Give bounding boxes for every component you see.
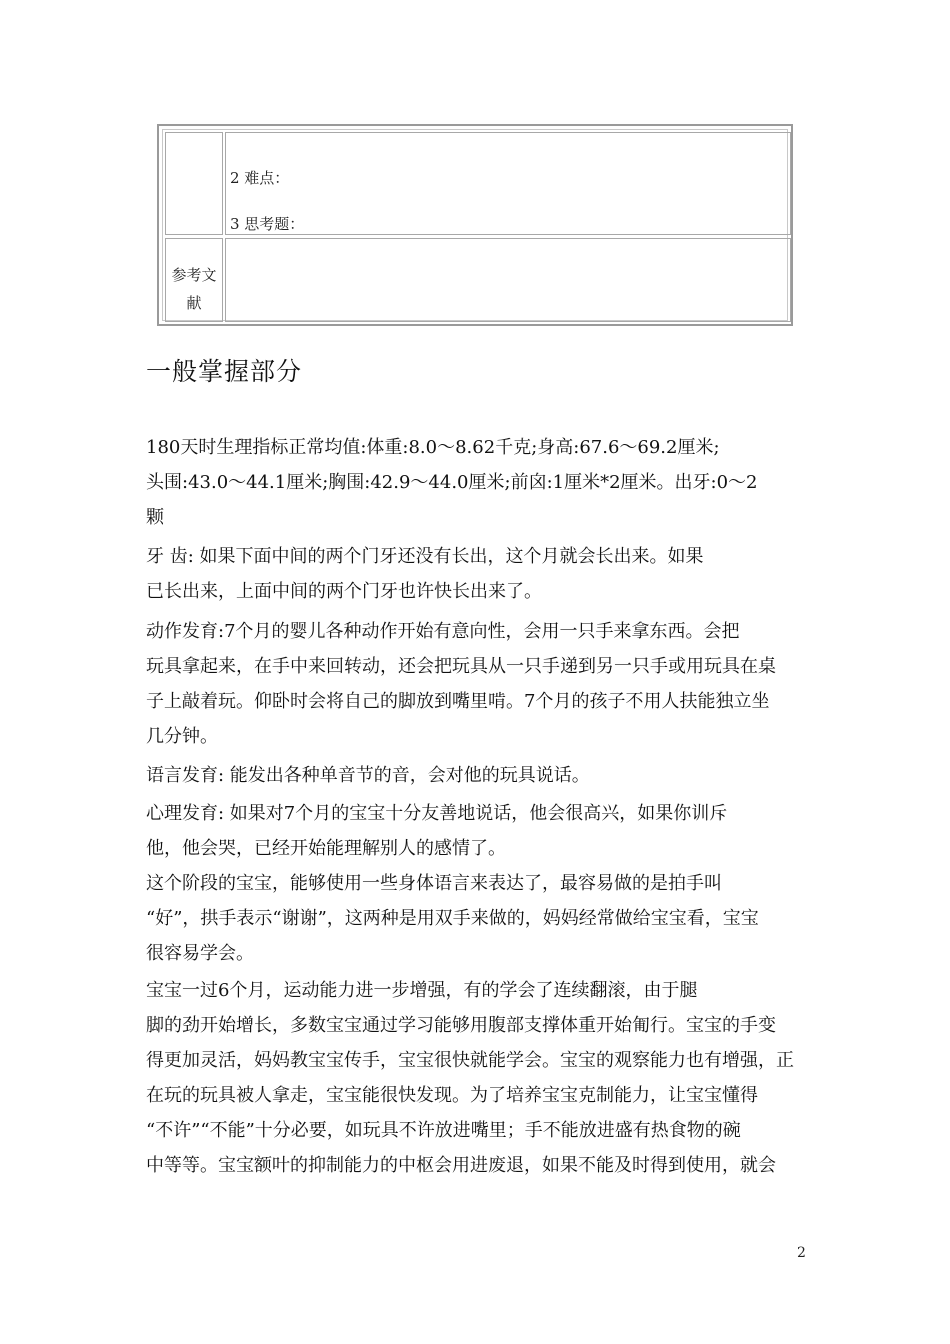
text-line: 180天时生理指标正常均值:体重:8.0～8.62千克;身高:67.6～69.2厘米; — [146, 437, 720, 458]
text-line: 宝宝一过6个月，运动能力进一步增强，有的学会了连续翻滚，由于腿 — [146, 980, 698, 1001]
text-line: “不许”“不能”十分必要，如玩具不许放进嘴里；手不能放进盛有热食物的碗 — [146, 1120, 741, 1141]
paragraph-teeth — [146, 539, 811, 609]
text-line: “好”，拱手表示“谢谢”，这两种是用双手来做的，妈妈经常做给宝宝看，宝宝 — [146, 908, 759, 929]
table-inner-border — [162, 129, 788, 321]
table-cell-difficulties — [225, 132, 791, 235]
paragraph-motor — [146, 614, 811, 754]
text-line: 脚的劲开始增长，多数宝宝通过学习能够用腹部支撑体重开始匍行。宝宝的手变 — [146, 1015, 776, 1036]
text-line: 中等等。宝宝额叶的抑制能力的中枢会用进废退，如果不能及时得到使用，就会 — [146, 1155, 776, 1176]
text-line: 动作发育:7个月的婴儿各种动作开始有意向性，会用一只手来拿东西。会把 — [146, 621, 740, 642]
text-line: 这个阶段的宝宝，能够使用一些身体语言来表达了，最容易做的是拍手叫 — [146, 873, 722, 894]
questions-line: 3 思考题： — [230, 215, 305, 233]
outline-table — [157, 124, 793, 326]
table-cell-references-content — [225, 238, 791, 322]
section-heading: 一般掌握部分 — [146, 357, 303, 386]
text-line: 玩具拿起来，在手中来回转动，还会把玩具从一只手递到另一只手或用玩具在桌 — [146, 656, 776, 677]
references-label-line1: 参考文 — [171, 266, 217, 284]
difficulty-line: 2 难点： — [230, 169, 290, 187]
text-line: 在玩的玩具被人拿走，宝宝能很快发现。为了培养宝宝克制能力，让宝宝懂得 — [146, 1085, 758, 1106]
text-line: 颗 — [146, 507, 164, 528]
paragraph-body-language — [146, 866, 811, 971]
text-line: 心理发育: 如果对7个月的宝宝十分友善地说话，他会很高兴，如果你训斥 — [146, 803, 728, 824]
text-line: 他，他会哭，已经开始能理解别人的感情了。 — [146, 838, 506, 859]
paragraph-psychology — [146, 796, 811, 866]
paragraph-vital-stats — [146, 430, 811, 535]
table-cell-empty-label — [165, 132, 223, 235]
text-line: 头围:43.0～44.1厘米;胸围:42.9～44.0厘米;前囟:1厘米*2厘米。出牙:0～2 — [146, 472, 758, 493]
text-line: 得更加灵活，妈妈教宝宝传手，宝宝很快就能学会。宝宝的观察能力也有增强，正 — [146, 1050, 794, 1071]
text-line: 子上敲着玩。仰卧时会将自己的脚放到嘴里啃。7个月的孩子不用人扶能独立坐 — [146, 691, 770, 712]
paragraph-language — [146, 758, 811, 793]
text-line: 已长出来，上面中间的两个门牙也许快长出来了。 — [146, 581, 542, 602]
references-label — [169, 261, 219, 317]
references-label-line2: 献 — [186, 294, 202, 312]
table-cell-references-label — [165, 238, 223, 322]
text-line: 语言发育: 能发出各种单音节的音，会对他的玩具说话。 — [146, 765, 590, 786]
page-number: 2 — [797, 1245, 806, 1261]
paragraph-six-months — [146, 973, 811, 1183]
text-line: 几分钟。 — [146, 726, 218, 747]
text-line: 牙 齿: 如果下面中间的两个门牙还没有长出，这个月就会长出来。如果 — [146, 546, 704, 567]
text-line: 很容易学会。 — [146, 943, 254, 964]
